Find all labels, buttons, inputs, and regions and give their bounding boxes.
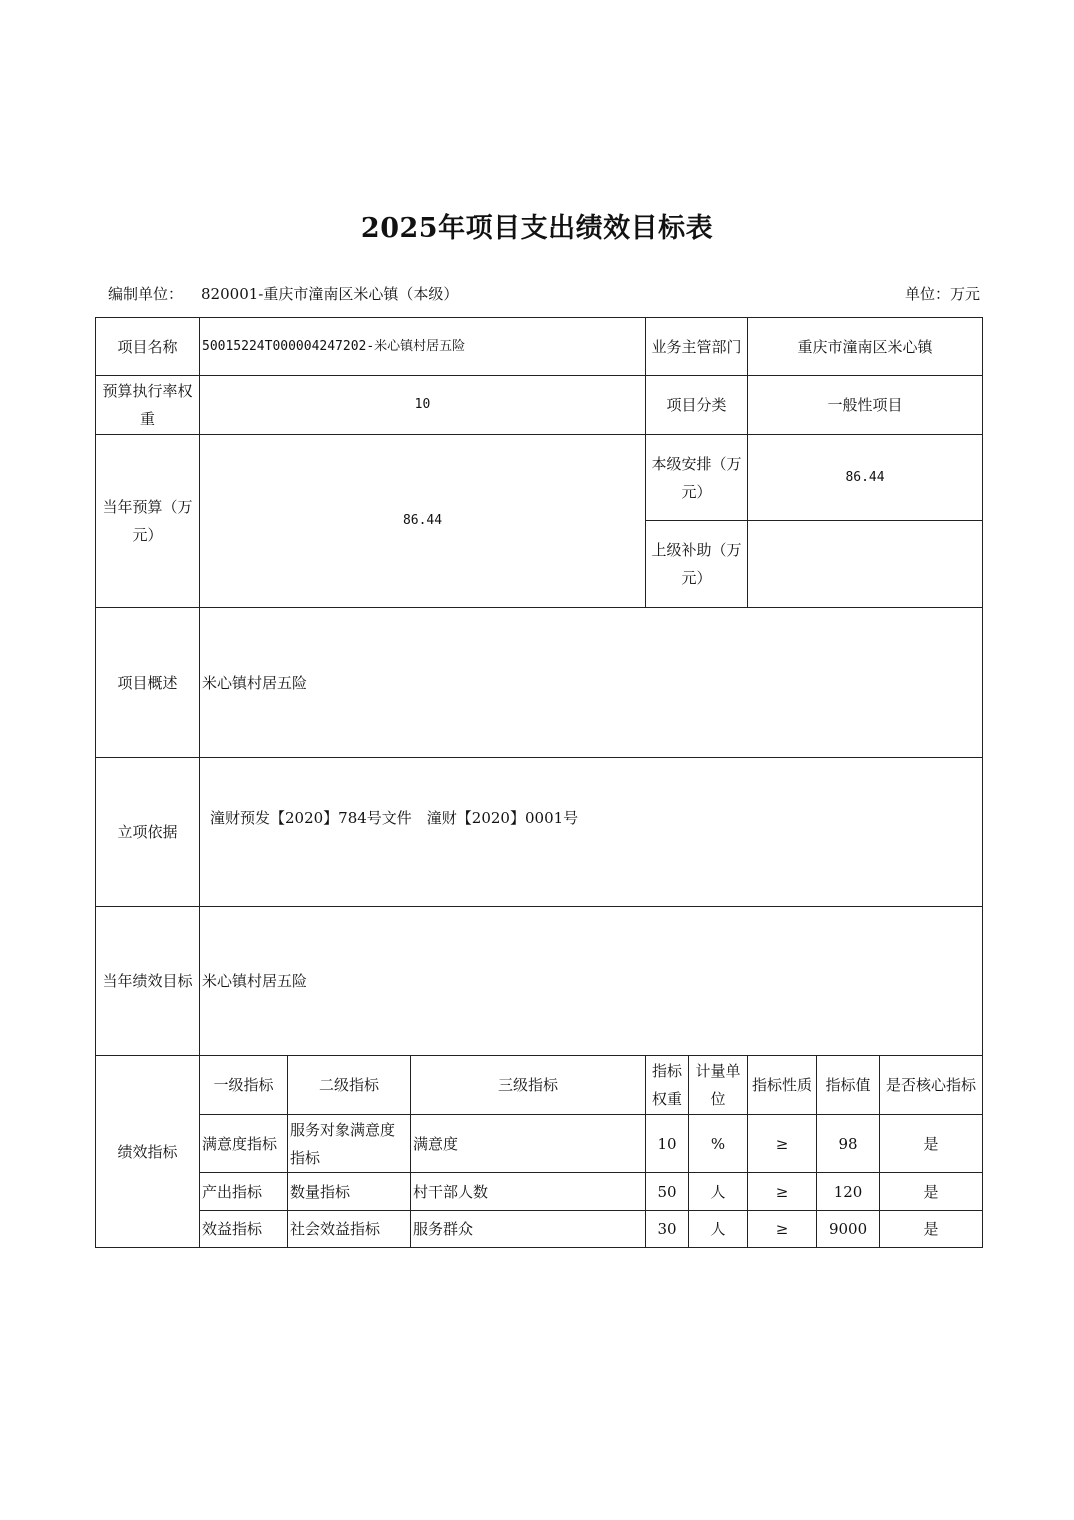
org-label: 编制单位： [108,285,184,303]
overview-label: 项目概述 [96,608,200,758]
unit-cell: 人 [689,1173,748,1211]
unit-cell: 人 [689,1211,748,1248]
dept-label: 业务主管部门 [646,318,748,376]
col-header: 计量单位 [689,1056,748,1115]
local-value: 86.44 [748,435,983,521]
value-cell: 9000 [817,1211,880,1248]
goal-value: 米心镇村居五险 [200,907,983,1056]
budget-label: 当年预算（万元） [96,435,200,608]
level2-cell: 服务对象满意度指标 [288,1115,411,1173]
local-label: 本级安排（万元） [646,435,748,521]
col-header: 三级指标 [411,1056,646,1115]
col-header: 指标权重 [646,1056,689,1115]
subsidy-label: 上级补助（万元） [646,521,748,608]
nature-cell: ≥ [748,1211,817,1248]
basis-value: 潼财预发【2020】784号文件 潼财【2020】0001号 [210,809,579,827]
category-value: 一般性项目 [748,376,983,435]
org-line [108,283,458,304]
basis-cell [200,758,983,907]
table-row [96,1115,983,1173]
weight-cell: 50 [646,1173,689,1211]
unit-cell: % [689,1115,748,1173]
level2-cell: 数量指标 [288,1173,411,1211]
weight-cell: 30 [646,1211,689,1248]
project-name-value: 50015224T000004247202-米心镇村居五险 [200,318,646,376]
level2-cell: 社会效益指标 [288,1211,411,1248]
col-header: 二级指标 [288,1056,411,1115]
col-header: 是否核心指标 [880,1056,983,1115]
col-header: 指标值 [817,1056,880,1115]
core-cell: 是 [880,1173,983,1211]
dept-value: 重庆市潼南区米心镇 [748,318,983,376]
level1-cell: 产出指标 [200,1173,288,1211]
level3-cell: 满意度 [411,1115,646,1173]
level1-cell: 效益指标 [200,1211,288,1248]
basis-label: 立项依据 [96,758,200,907]
goal-label: 当年绩效目标 [96,907,200,1056]
col-header: 指标性质 [748,1056,817,1115]
category-label: 项目分类 [646,376,748,435]
level3-cell: 服务群众 [411,1211,646,1248]
subsidy-value [748,521,983,608]
table-row [96,1173,983,1211]
weight-label: 预算执行率权重 [96,376,200,435]
weight-value: 10 [200,376,646,435]
project-name-label: 项目名称 [96,318,200,376]
indicators-label: 绩效指标 [96,1056,200,1248]
org-value: 820001-重庆市潼南区米心镇（本级） [201,285,459,303]
value-cell: 98 [817,1115,880,1173]
table-row [96,1211,983,1248]
level1-cell: 满意度指标 [200,1115,288,1173]
level3-cell: 村干部人数 [411,1173,646,1211]
overview-value: 米心镇村居五险 [200,608,983,758]
performance-table [95,317,983,1248]
value-cell: 120 [817,1173,880,1211]
nature-cell: ≥ [748,1173,817,1211]
core-cell: 是 [880,1115,983,1173]
nature-cell: ≥ [748,1115,817,1173]
unit-label: 单位：万元 [904,285,980,303]
col-header: 一级指标 [200,1056,288,1115]
core-cell: 是 [880,1211,983,1248]
weight-cell: 10 [646,1115,689,1173]
budget-value: 86.44 [200,435,646,608]
page-title: 2025年项目支出绩效目标表 [360,213,714,244]
